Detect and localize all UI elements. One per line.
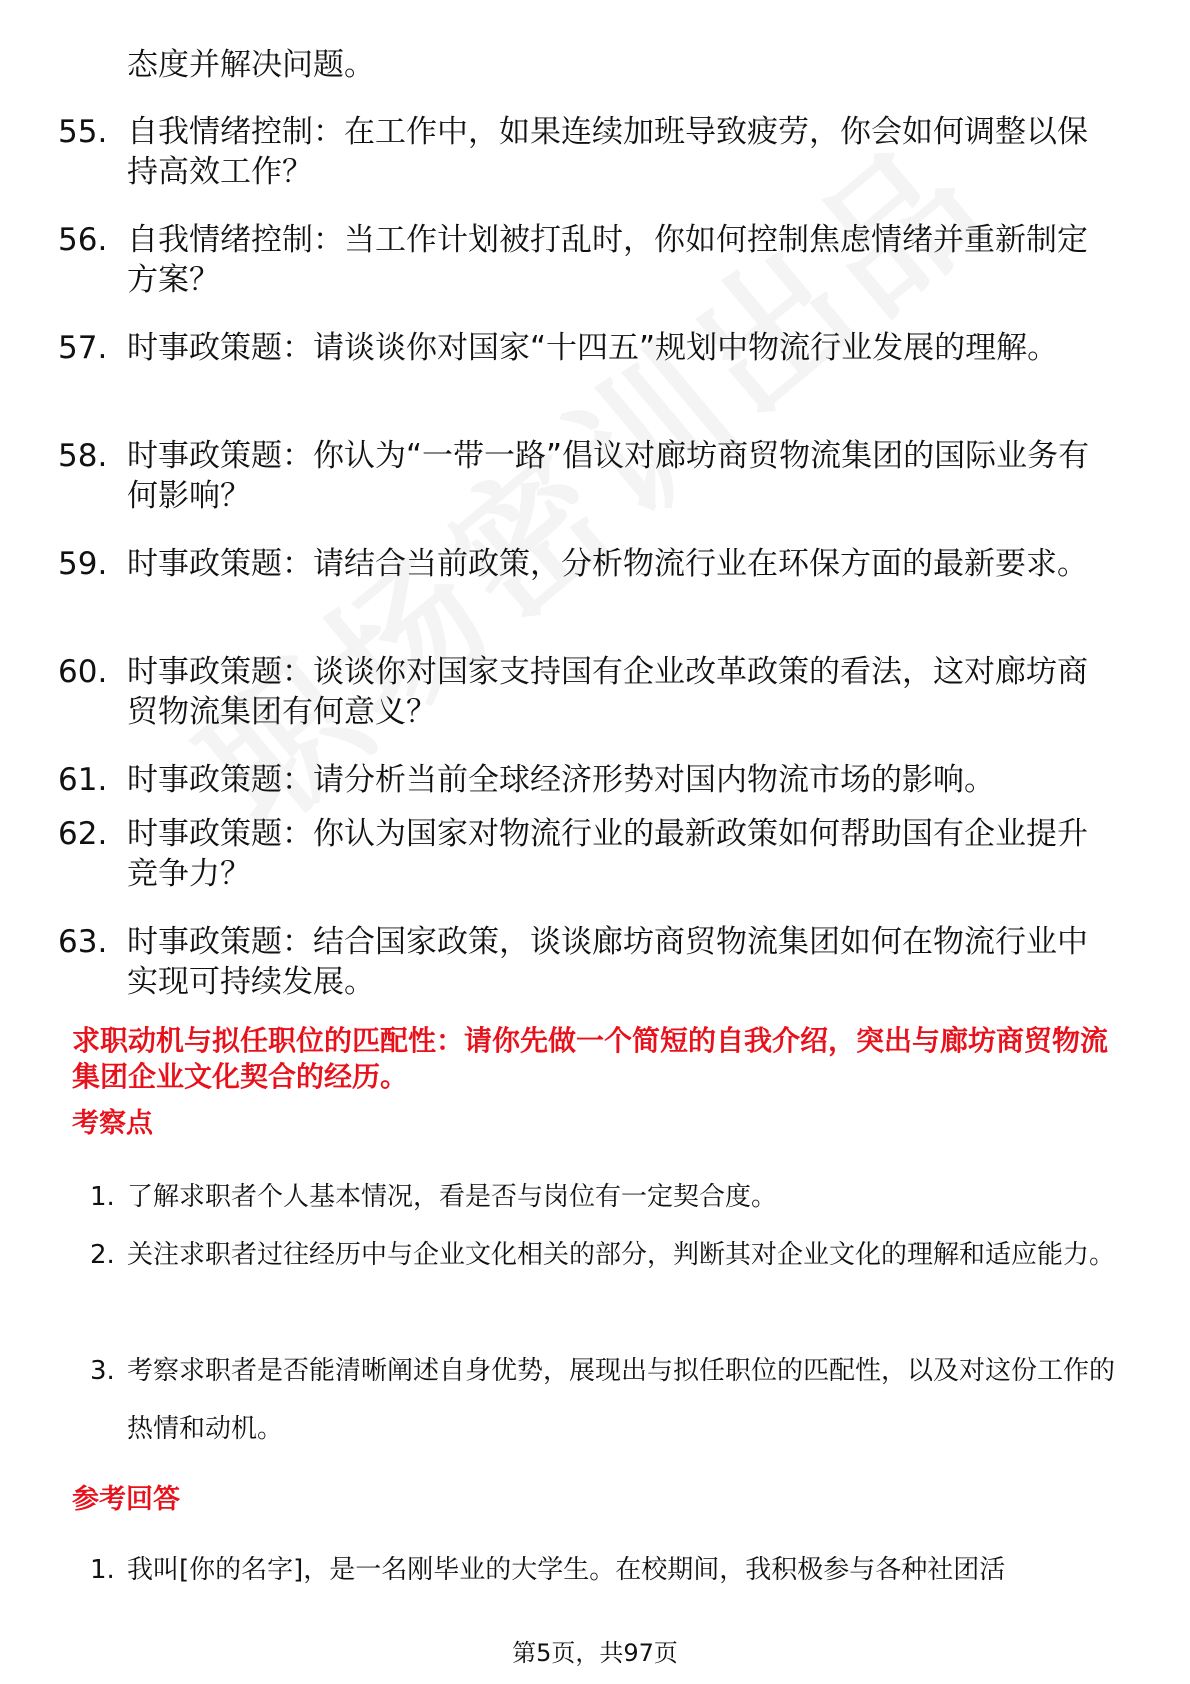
continuation-text: 态度并解决问题。 xyxy=(127,47,375,83)
question-item xyxy=(0,814,1190,922)
assessment-text: 考察求职者是否能清晰阐述自身优势，展现出与拟任职位的匹配性，以及对这份工作的热情和动机。 xyxy=(127,1356,1116,1444)
assessment-number: 1. xyxy=(90,1182,115,1212)
question-text: 自我情绪控制：在工作中，如果连续加班导致疲劳，你会如何调整以保持高效工作？ xyxy=(127,114,1088,190)
question-text: 时事政策题：请谈谈你对国家“十四五”规划中物流行业发展的理解。 xyxy=(127,330,1059,366)
question-item xyxy=(0,760,1190,814)
reference-number: 1. xyxy=(90,1555,115,1585)
page-footer: 第5页，共97页 xyxy=(512,1639,678,1667)
question-item xyxy=(0,436,1190,544)
reference-text: 我叫[你的名字]，是一名刚毕业的大学生。在校期间，我积极参与各种社团活 xyxy=(127,1555,1006,1585)
question-text: 时事政策题：你认为国家对物流行业的最新政策如何帮助国有企业提升竞争力？ xyxy=(127,816,1088,892)
question-number: 55. xyxy=(58,114,108,150)
question-number: 59. xyxy=(58,546,108,582)
assessment-number: 2. xyxy=(90,1240,115,1270)
reference-list xyxy=(0,1541,1190,1599)
question-text: 自我情绪控制：当工作计划被打乱时，你如何控制焦虑情绪并重新制定方案？ xyxy=(127,222,1088,298)
reference-item xyxy=(0,1541,1190,1599)
section-heading: 求职动机与拟任职位的匹配性：请你先做一个简短的自我介绍，突出与廊坊商贸物流集团企业文化契合的经历。 xyxy=(72,1024,1109,1093)
question-number: 56. xyxy=(58,222,108,258)
question-list xyxy=(0,112,1190,1030)
question-item xyxy=(0,544,1190,652)
assessment-item xyxy=(0,1342,1190,1458)
question-item xyxy=(0,112,1190,220)
question-item xyxy=(0,922,1190,1030)
question-number: 63. xyxy=(58,924,108,960)
question-text: 时事政策题：请分析当前全球经济形势对国内物流市场的影响。 xyxy=(127,762,995,798)
reference-heading: 参考回答 xyxy=(72,1484,180,1515)
question-number: 58. xyxy=(58,438,108,474)
question-item xyxy=(0,328,1190,436)
question-item xyxy=(0,652,1190,760)
assessment-text: 了解求职者个人基本情况，看是否与岗位有一定契合度。 xyxy=(127,1182,778,1212)
assessment-heading: 考察点 xyxy=(72,1108,153,1139)
question-number: 57. xyxy=(58,330,108,366)
assessment-item xyxy=(0,1226,1190,1342)
assessment-list xyxy=(0,1168,1190,1458)
question-text: 时事政策题：你认为“一带一路”倡议对廊坊商贸物流集团的国际业务有何影响？ xyxy=(127,438,1090,514)
question-number: 61. xyxy=(58,762,108,798)
question-text: 时事政策题：谈谈你对国家支持国有企业改革政策的看法，这对廊坊商贸物流集团有何意义？ xyxy=(127,654,1088,730)
question-text: 时事政策题：结合国家政策，谈谈廊坊商贸物流集团如何在物流行业中实现可持续发展。 xyxy=(127,924,1088,1000)
assessment-number: 3. xyxy=(90,1356,115,1386)
question-number: 60. xyxy=(58,654,108,690)
question-text: 时事政策题：请结合当前政策，分析物流行业在环保方面的最新要求。 xyxy=(127,546,1088,582)
assessment-text: 关注求职者过往经历中与企业文化相关的部分，判断其对企业文化的理解和适应能力。 xyxy=(127,1240,1116,1270)
question-item xyxy=(0,220,1190,328)
question-number: 62. xyxy=(58,816,108,852)
assessment-item xyxy=(0,1168,1190,1226)
